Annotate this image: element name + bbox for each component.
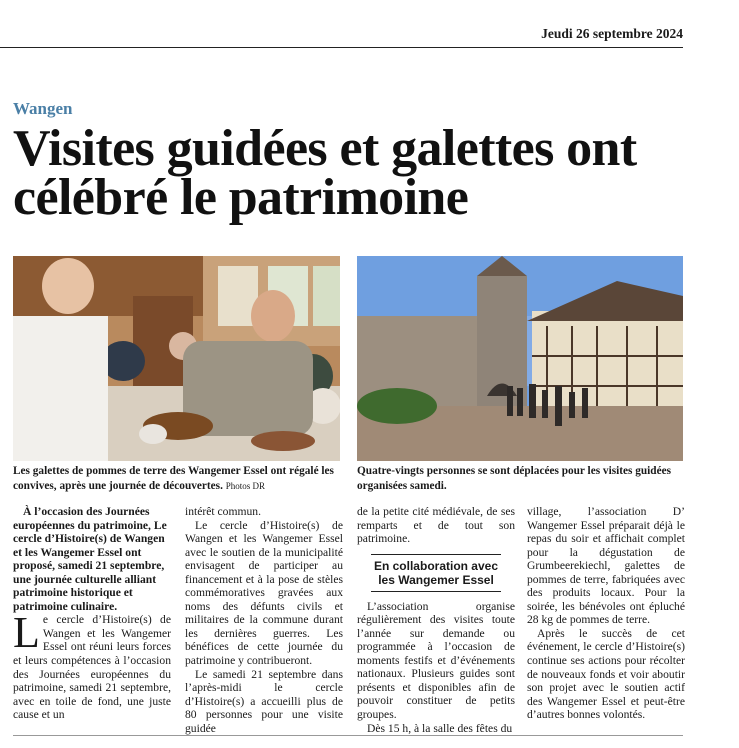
header-rule — [0, 47, 683, 48]
body-text-4b: Après le succès de cet événement, le cercle d’Histoire(s) continue ses actions pour récolter de nouveaux fonds et voir aboutir son projet avec le soutien actif des Wangemer Essel et peut-être d’autres bonnes volontés. — [527, 626, 685, 722]
photo-credit: Photos DR — [225, 480, 265, 491]
body-text-2c: Le samedi 21 septembre dans l’après-midi le cercle d’Histoire(s) a accueilli plus de 80 personnes pour une visite guidée — [185, 667, 343, 735]
article-column-2 — [185, 505, 343, 735]
footer-rule — [13, 735, 683, 736]
photo1-caption-text: Les galettes de pommes de terre des Wangemer Essel ont régalé les convives, après une journée de découvertes. — [13, 465, 334, 492]
section-kicker: Wangen — [13, 99, 73, 118]
photo-galettes-serving — [13, 256, 340, 461]
subhead — [371, 554, 501, 592]
article-column-1 — [13, 505, 171, 722]
issue-date: Jeudi 26 septembre 2024 — [541, 26, 683, 41]
subhead-text: En collaboration avec les Wangemer Essel — [373, 558, 499, 587]
body-text-3c: Dès 15 h, à la salle des fêtes du — [367, 721, 513, 735]
photo1-caption — [13, 464, 343, 493]
body-text-4a: village, l’association D’ Wangemer Essel préparait déjà le repas du soir et affichait complet pour la dégustation de Grumbeerekiechl, galettes de pommes de terre, fabriquées avec des produits locaux. Pour la soirée, les bénévoles ont épluché 28 kg de pommes de terre. — [527, 505, 685, 627]
first-paragraph — [13, 608, 171, 722]
drop-cap: L — [13, 608, 40, 658]
body-text-3b: L’association organise régulièrement des visites toute l’année sur demande ou programmée à l’occasion de moments festifs et d’événements nationaux. Plusieurs guides sont présents et disponibles afin de pouvoir constituer de petits groupes. — [357, 599, 515, 722]
body-text-1: e cercle d’Histoire(s) de Wangen et les Wangemer Essel ont réuni leurs forces et leurs compétences à l’occasion des Journées européennes du patrimoine, samedi 21 septembre, avec en toile de fond, une juste cause et un — [13, 613, 171, 722]
article-lead: À l’occasion des Journées européennes du patrimoine, Le cercle d’Histoire(s) de Wangen et les Wangemer Essel ont proposé, samedi 21 septembre, une journée culturelle alliant patrimoine historique et patrimoine culinaire. — [13, 505, 167, 613]
body-text-2b: Le cercle d’Histoire(s) de Wangen et les Wangemer Essel avec le soutien de la municipalité envisagent de participer au financement et à la pose de stèles commémoratives gravées aux noms des défunts civils et militaires de la commune durant les dernières guerres. Les bénéfices de cette journée du patrimoine y contribueront. — [185, 518, 343, 668]
photo-tour-illustration — [357, 256, 683, 461]
article-headline: Visites guidées et galettes ont célébré le patrimoine — [13, 120, 637, 226]
photo-galettes-illustration — [13, 256, 340, 461]
photo2-caption: Quatre-vingts personnes se sont déplacées pour les visites guidées organisées samedi. — [357, 465, 672, 492]
article-column-4 — [527, 505, 685, 722]
body-text-3a: de la petite cité médiévale, de ses remparts et de tout son patrimoine. — [357, 505, 515, 546]
photo-guided-tour — [357, 256, 683, 461]
article-column-3 — [357, 505, 515, 735]
body-text-2a: intérêt commun. — [185, 505, 261, 518]
